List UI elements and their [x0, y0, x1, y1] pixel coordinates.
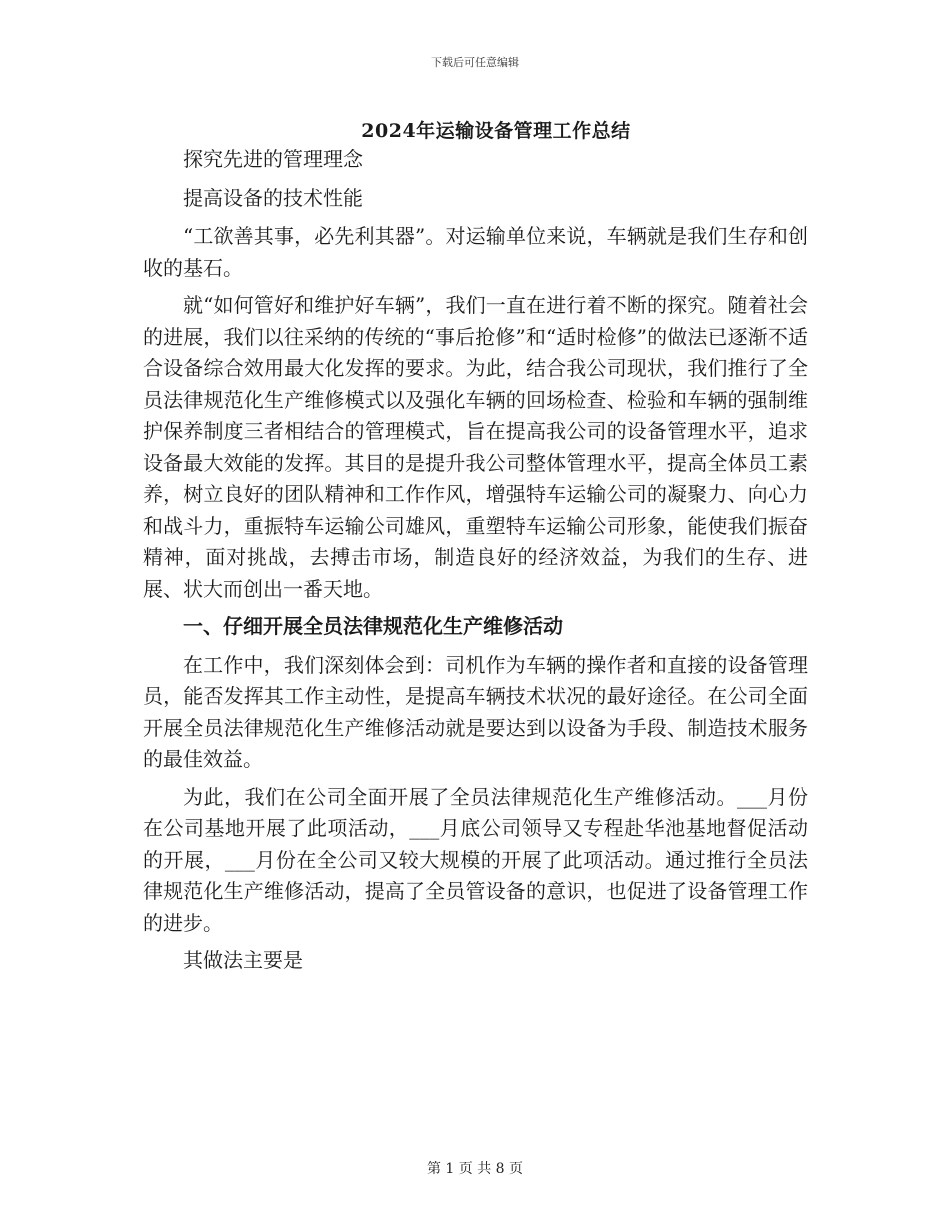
paragraph-activities: 为此，我们在公司全面开展了全员法律规范化生产维修活动。___月份在公司基地开展了此项活动，___月底公司领导又专程赴华池基地督促活动的开展，___月份在全公司又较大规模的开展了此项活动。通过推行全员法律规范化生产维修活动，提高了全员管设备的意识，也促进了设备管理工作的进步。	[143, 784, 808, 935]
paragraph-subtitle-2: 提高设备的技术性能	[183, 185, 363, 210]
paragraph-intro-quote: “工欲善其事，必先利其器”。对运输单位来说，车辆就是我们生存和创收的基石。	[143, 224, 808, 280]
section-heading-1: 一、仔细开展全员法律规范化生产维修活动	[183, 614, 563, 638]
page-number: 第 1 页 共 8 页	[426, 1161, 524, 1177]
document-title: 2024年运输设备管理工作总结	[361, 120, 631, 142]
page-header-note: 下载后可任意编辑	[431, 56, 519, 69]
document-body	[143, 144, 808, 984]
paragraph-methods-lead: 其做法主要是	[183, 948, 303, 972]
paragraph-management-model: 就“如何管好和维护好车辆”，我们一直在进行着不断的探究。随着社会的进展，我们以往采纳的传统的“事后抢修”和“适时检修”的做法已逐渐不适合设备综合效用最大化发挥的要求。为此，结合我公司现状，我们推行了全员法律规范化生产维修模式以及强化车辆的回场检查、检验和车辆的强制维护保养制度三者相结合的管理模式，旨在提高我公司的设备管理水平，追求设备最大效能的发挥。其目的是提升我公司整体管理水平，提高全体员工素养，树立良好的团队精神和工作作风，增强特车运输公司的凝聚力、向心力和战斗力，重振特车运输公司雄风，重塑特车运输公司形象，能使我们振奋精神，面对挑战，去搏击市场，制造良好的经济效益，为我们的生存、进展、状大而创出一番天地。	[143, 293, 808, 601]
paragraph-subtitle-1: 探究先进的管理理念	[183, 147, 363, 171]
paragraph-work-experience: 在工作中，我们深刻体会到：司机作为车辆的操作者和直接的设备管理员，能否发挥其工作主动性，是提高车辆技术状况的最好途径。在公司全面开展全员法律规范化生产维修活动就是要达到以设备为手段、制造技术服务的最佳效益。	[143, 652, 808, 771]
